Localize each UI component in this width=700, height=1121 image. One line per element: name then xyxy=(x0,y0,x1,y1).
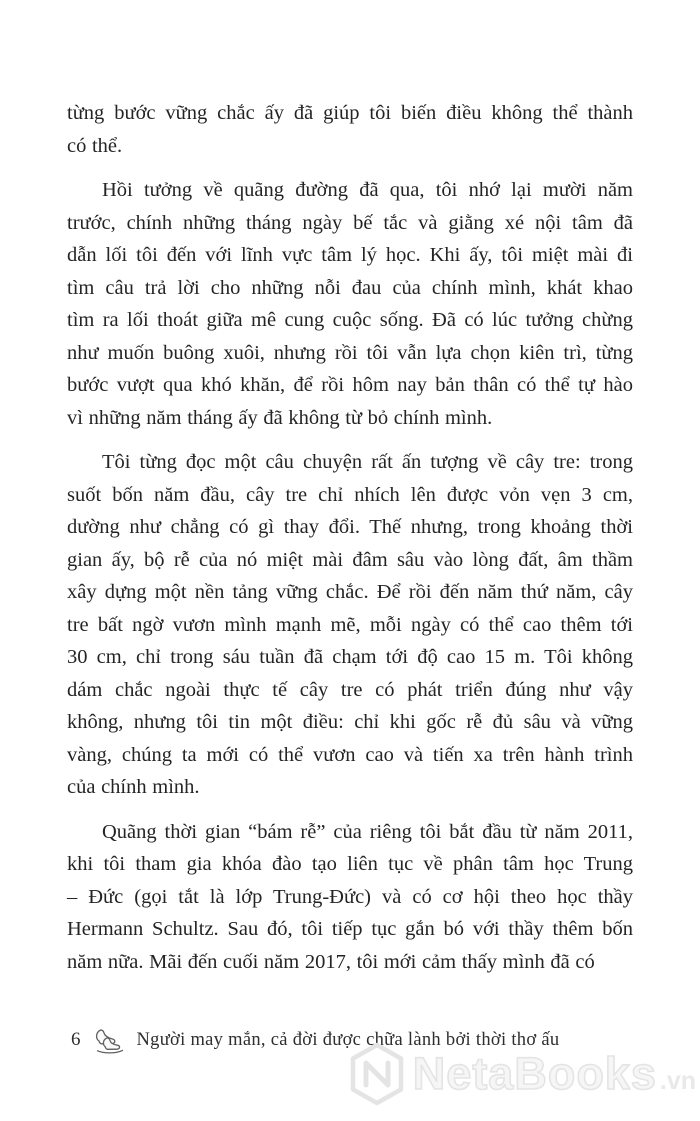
text-line: gian ấy, bộ rễ của nó miệt mài đâm sâu vào lòng đất, âm thầm xyxy=(67,548,633,571)
page-footer xyxy=(71,1024,559,1056)
text-line: năm nữa. Mãi đến cuối năm 2017, tôi mới cảm thấy mình đã có xyxy=(67,950,595,973)
text-line: Hermann Schultz. Sau đó, tôi tiếp tục gắn bó với thầy thêm bốn xyxy=(67,918,633,940)
shoes-icon xyxy=(91,1027,127,1054)
text-line: bước vượt qua khó khăn, để rồi hôm nay bản thân có thể tự hào xyxy=(67,374,633,396)
text-line: vàng, chúng ta mới có thể vươn cao và tiến xa trên hành trình xyxy=(67,743,633,766)
running-title: Người may mắn, cả đời được chữa lành bởi thời thơ ấu xyxy=(136,1029,560,1050)
text-line: 30 cm, chỉ trong sáu tuần đã chạm tới độ cao 15 m. Tôi không xyxy=(67,646,633,668)
text-line: xây dựng một nền tảng vững chắc. Để rồi đến năm thứ năm, cây xyxy=(67,581,633,603)
text-line: suốt bốn năm đầu, cây tre chỉ nhích lên được vỏn vẹn 3 cm, xyxy=(67,483,633,506)
text-line: Tôi từng đọc một câu chuyện rất ấn tượng về cây tre: trong xyxy=(102,451,633,473)
paragraph xyxy=(67,816,633,979)
text-line: dường như chẳng có gì thay đổi. Thế nhưng, trong khoảng thời xyxy=(67,516,633,538)
watermark-tld: .vn xyxy=(659,1067,696,1095)
watermark-name: NetaBooks xyxy=(412,1048,657,1099)
text-line: trước, chính những tháng ngày bế tắc và giằng xé nội tâm đã xyxy=(67,211,633,234)
text-line: từng bước vững chắc ấy đã giúp tôi biến điều không thể thành xyxy=(67,102,633,124)
text-line: dám chắc ngoài thực tế cây tre có phát triển đúng như vậy xyxy=(67,678,633,701)
text-line: tre bất ngờ vươn mình mạnh mẽ, mỗi ngày có thể cao thêm tới xyxy=(67,613,633,636)
text-line: Quãng thời gian “bám rễ” của riêng tôi bắt đầu từ năm 2011, xyxy=(102,820,633,843)
text-line: dẫn lối tôi đến với lĩnh vực tâm lý học. Khi ấy, tôi miệt mài đi xyxy=(67,244,633,266)
body-text xyxy=(67,97,633,978)
paragraph xyxy=(67,97,633,162)
paragraph xyxy=(67,174,633,434)
text-line: Hồi tưởng về quãng đường đã qua, tôi nhớ lại mười năm xyxy=(102,179,633,201)
text-line: tìm câu trả lời cho những nỗi đau của chính mình, khát khao xyxy=(67,276,633,299)
text-line: vì những năm tháng ấy đã không từ bỏ chính mình. xyxy=(67,406,493,429)
text-line: của chính mình. xyxy=(67,776,200,798)
text-line: tìm ra lối thoát giữa mê cung cuộc sống. Đã có lúc tưởng chừng xyxy=(67,309,633,331)
text-line: như muốn buông xuôi, nhưng rồi tôi vẫn lựa chọn kiên trì, từng xyxy=(67,341,633,364)
text-line: khi tôi tham gia khóa đào tạo liên tục về phân tâm học Trung xyxy=(67,853,633,875)
text-line: có thể. xyxy=(67,134,123,157)
page-number: 6 xyxy=(71,1029,81,1050)
text-line: – Đức (gọi tắt là lớp Trung-Đức) và có cơ hội theo học thầy xyxy=(67,885,633,908)
paragraph xyxy=(67,446,633,804)
text-line: không, nhưng tôi tin một điều: chỉ khi gốc rễ đủ sâu và vững xyxy=(67,711,633,733)
